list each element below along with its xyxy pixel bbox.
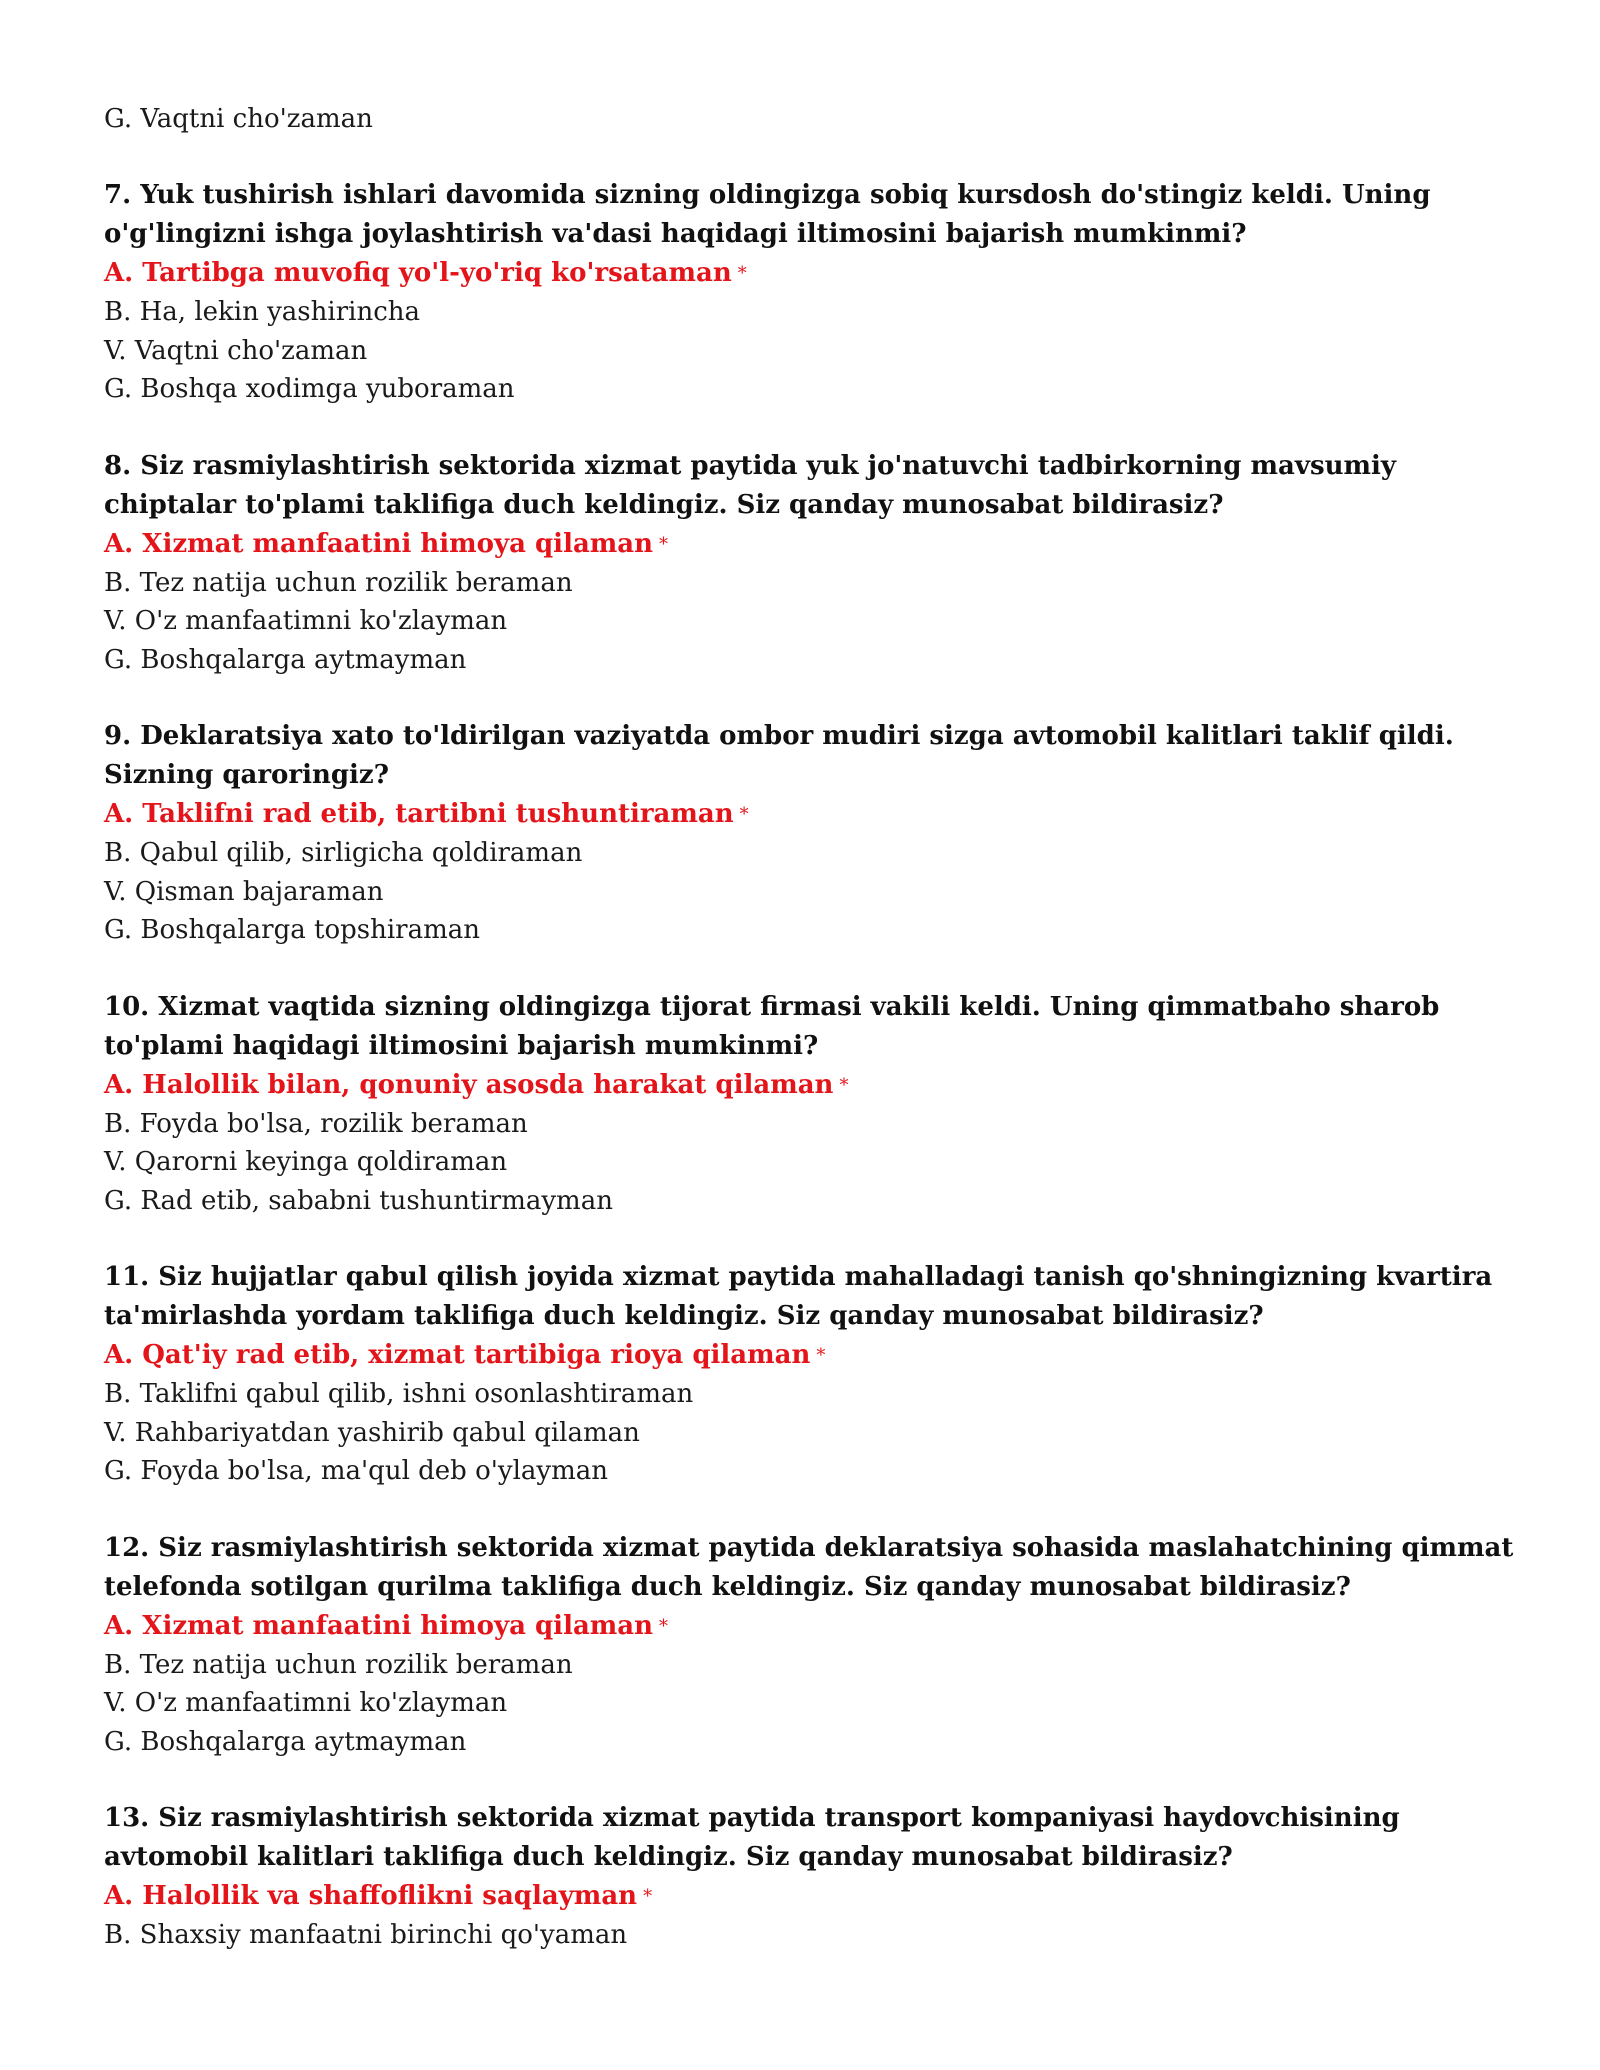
correct-answer: A. Taklifni rad etib, tartibni tushuntiraman *	[104, 799, 749, 829]
correct-marker: *	[643, 1886, 653, 1907]
answer-option: B. Taklifni qabul qilib, ishni osonlashtiraman	[104, 1379, 694, 1409]
answer-option: G. Rad etib, sababni tushuntirmayman	[104, 1185, 613, 1216]
answer-option: G. Vaqtni cho'zaman	[104, 104, 373, 134]
question-block	[104, 717, 1524, 950]
answer-option: G. Boshqalarga aytmayman	[104, 644, 467, 675]
correct-marker: *	[659, 533, 669, 555]
answer-option: G. Boshqa xodimga yuboraman	[104, 374, 515, 404]
correct-answer: A. Qat'iy rad etib, xizmat tartibiga rioya qilaman *	[104, 1340, 826, 1370]
question-text: 8. Siz rasmiylashtirish sektorida xizmat paytida yuk jo'natuvchi tadbirkorning mavsumiy chiptalar to'plami taklifiga duch keldingiz. Siz qanday munosabat bildirasiz?	[104, 450, 1397, 520]
correct-marker: *	[659, 1615, 669, 1637]
answer-option: V. Qarorni keyinga qoldiraman	[104, 1147, 508, 1177]
answer-option: V. O'z manfaatimni ko'zlayman	[104, 1688, 508, 1718]
question-text: 7. Yuk tushirish ishlari davomida sizning oldingizga sobiq kursdosh do'stingiz keldi. Uning o'g'lingizni ishga joylashtirish va'dasi haqidagi iltimosini bajarish mumkinmi?	[104, 180, 1431, 249]
question-block	[104, 988, 1524, 1221]
answer-option: B. Shaxsiy manfaatni birinchi qo'yaman	[104, 1920, 628, 1950]
question-block	[104, 1799, 1524, 1955]
answer-option: V. Qisman bajaraman	[104, 876, 384, 907]
correct-answer: A. Halollik bilan, qonuniy asosda harakat qilaman *	[104, 1069, 849, 1100]
answer-option: B. Tez natija uchun rozilik beraman	[104, 567, 573, 598]
question-block	[104, 1529, 1524, 1762]
answer-option: B. Ha, lekin yashirincha	[104, 297, 421, 327]
answer-option: G. Foyda bo'lsa, ma'qul deb o'ylayman	[104, 1456, 608, 1486]
question-block	[104, 1258, 1524, 1491]
correct-answer: A. Halollik va shaffoflikni saqlayman *	[104, 1881, 653, 1911]
correct-answer: A. Xizmat manfaatini himoya qilaman *	[104, 1610, 669, 1641]
question-text: 13. Siz rasmiylashtirish sektorida xizmat paytida transport kompaniyasi haydovchisining avtomobil kalitlari taklifiga duch keldingiz. Siz qanday munosabat bildirasiz?	[104, 1803, 1400, 1872]
correct-marker: *	[737, 263, 747, 284]
answer-option: V. O'z manfaatimni ko'zlayman	[104, 606, 508, 636]
question-block	[104, 447, 1524, 680]
question-text: 9. Deklaratsiya xato to'ldirilgan vaziyatda ombor mudiri sizga avtomobil kalitlari taklif qildi. Sizning qaroringiz?	[104, 721, 1454, 790]
correct-marker: *	[839, 1074, 849, 1096]
correct-answer: A. Xizmat manfaatini himoya qilaman *	[104, 528, 669, 559]
answer-option: B. Tez natija uchun rozilik beraman	[104, 1649, 573, 1680]
question-text: 12. Siz rasmiylashtirish sektorida xizmat paytida deklaratsiya sohasida maslahatchining qimmat telefonda sotilgan qurilma taklifiga duch keldingiz. Siz qanday munosabat bildirasiz?	[104, 1532, 1514, 1602]
answer-option: G. Boshqalarga aytmayman	[104, 1726, 467, 1757]
correct-marker: *	[816, 1345, 826, 1366]
correct-marker: *	[739, 804, 749, 825]
answer-option: B. Qabul qilib, sirligicha qoldiraman	[104, 838, 583, 868]
question-text: 10. Xizmat vaqtida sizning oldingizga tijorat firmasi vakili keldi. Uning qimmatbaho sharob to'plami haqidagi iltimosini bajarish mumkinmi?	[104, 991, 1440, 1061]
answer-option: B. Foyda bo'lsa, rozilik beraman	[104, 1108, 528, 1139]
document-page	[104, 100, 1524, 1955]
answer-option: G. Boshqalarga topshiraman	[104, 915, 480, 945]
question-text: 11. Siz hujjatlar qabul qilish joyida xizmat paytida mahalladagi tanish qo'shningizning kvartira ta'mirlashda yordam taklifiga duch keldingiz. Siz qanday munosabat bildirasiz?	[104, 1262, 1493, 1331]
answer-option: V. Rahbariyatdan yashirib qabul qilaman	[104, 1417, 640, 1448]
correct-answer: A. Tartibga muvofiq yo'l-yo'riq ko'rsataman *	[104, 258, 747, 288]
question-block	[104, 176, 1524, 409]
answer-option: V. Vaqtni cho'zaman	[104, 335, 368, 366]
